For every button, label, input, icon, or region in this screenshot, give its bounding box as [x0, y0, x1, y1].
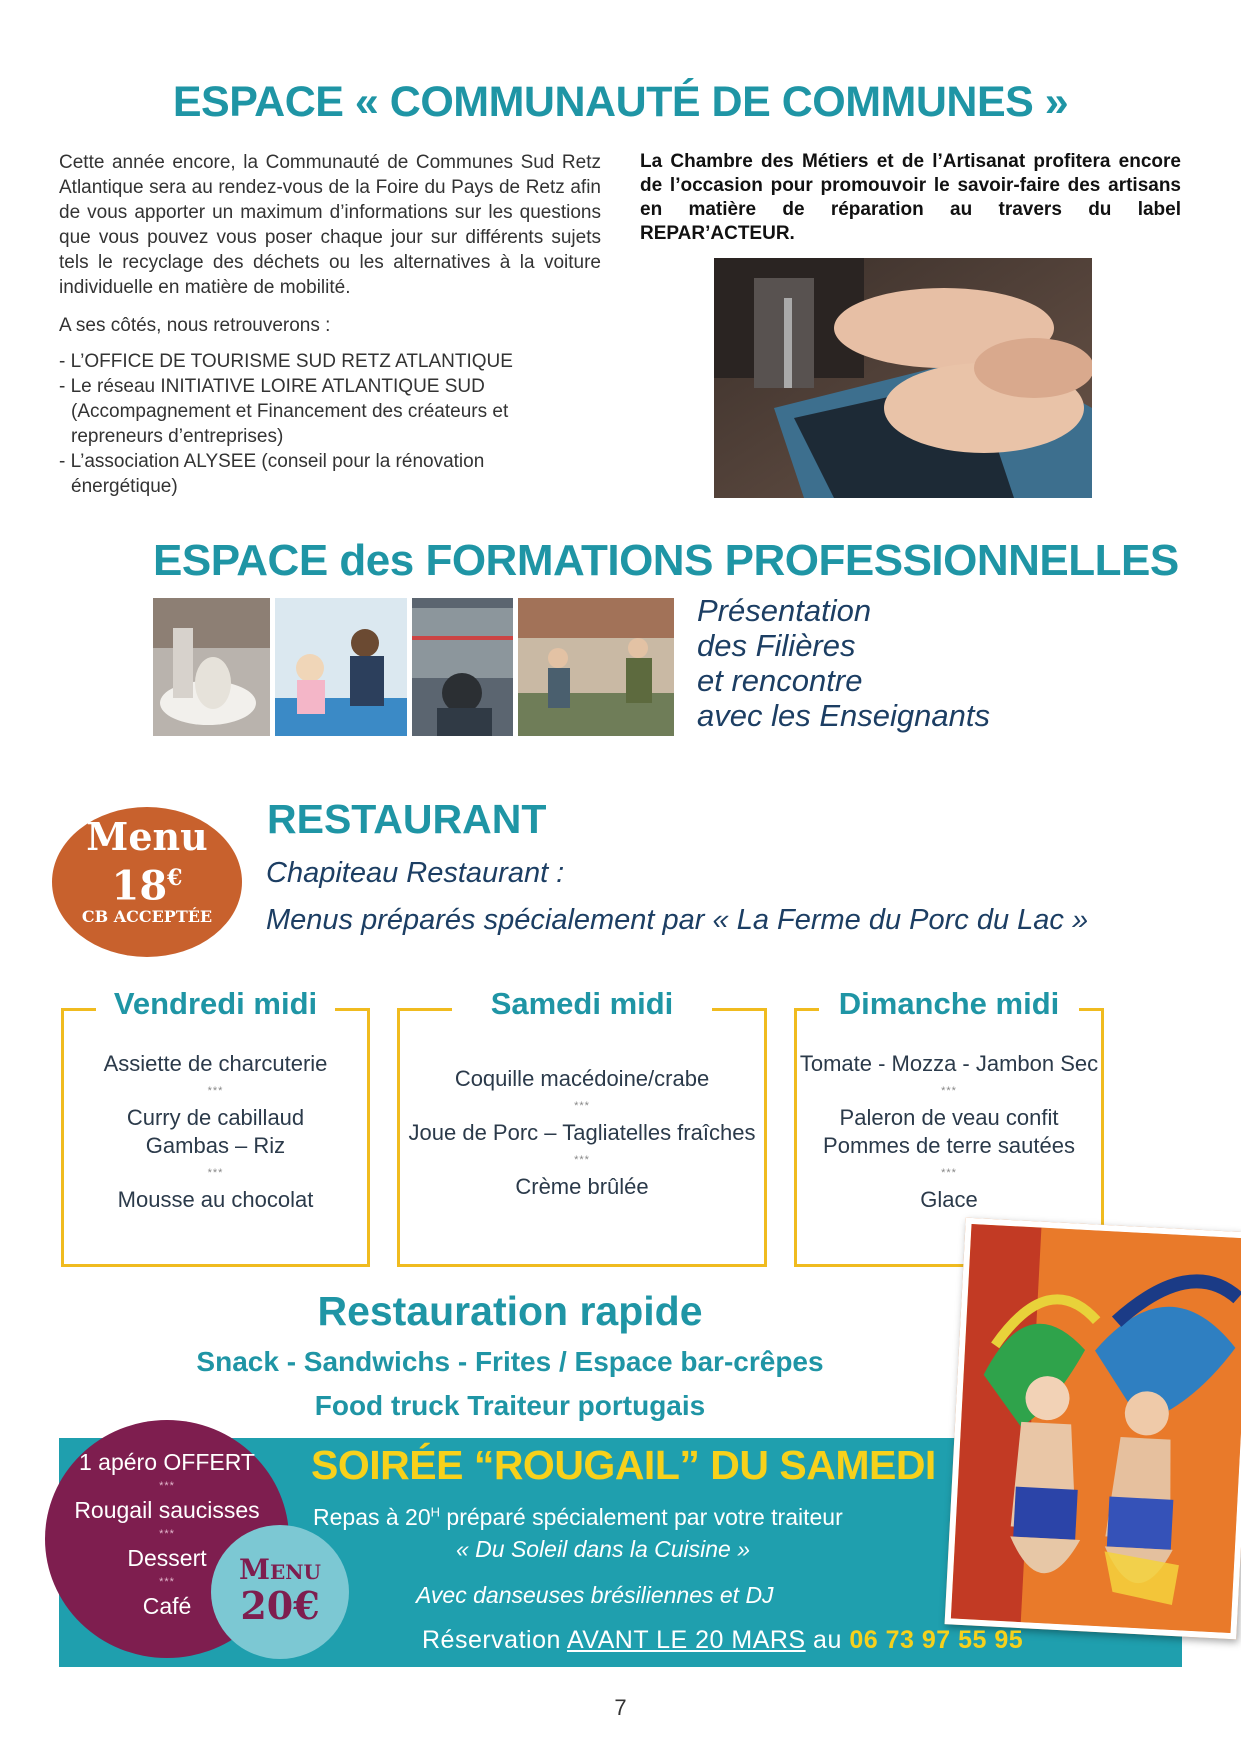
menu-day-title: Vendredi midi [113, 986, 318, 1021]
partner-item: - Le réseau INITIATIVE LOIRE ATLANTIQUE SUD (Accompagnement et Financement des créateurs et repreneurs d’entreprises) [59, 376, 509, 447]
menu-item: Assiette de charcuterie [103, 1051, 328, 1076]
training-line: avec les Enseignants [697, 698, 990, 733]
fast-food-line1: Snack - Sandwichs - Frites / Espace bar-crêpes [196, 1346, 824, 1377]
menu-items-friday [64, 1050, 367, 1214]
menu-separator: *** [941, 1167, 957, 1179]
restaurant-title: RESTAURANT [267, 796, 547, 842]
community-intro: Cette année encore, la Communauté de Communes Sud Retz Atlantique sera au rendez-vous de la Foire du Pays de Retz afin de vous apporter un maximum d’informations sur les questions que vous pouvez vous poser chaque jour sur différents sujets tels le recyclage des déchets ou les alternatives à la voiture individuelle en matière de mobilité. [59, 152, 601, 298]
soiree-menu-separator: *** [159, 1576, 175, 1588]
community-sides-intro: A ses côtés, nous retrouverons : [59, 315, 331, 336]
menu-day-title: Dimanche midi [838, 986, 1060, 1021]
page-number: 7 [614, 1695, 627, 1720]
partner-item: - L’OFFICE DE TOURISME SUD RETZ ATLANTIQUE [59, 351, 513, 372]
menu-item: Tomate - Mozza - Jambon Sec [799, 1051, 1099, 1076]
partner-list [59, 349, 579, 499]
menu-item: Curry de cabillaud Gambas – Riz [126, 1105, 305, 1158]
training-description [697, 593, 990, 733]
soiree-price-value: 20€ [240, 1583, 320, 1628]
soiree-menu-item: Café [142, 1593, 192, 1619]
soiree-menu-separator: *** [159, 1480, 175, 1492]
dancers-photo [945, 1218, 1241, 1640]
badge-menu-label: Menu [86, 814, 208, 859]
menu-item: Paleron de veau confit Pommes de terre sautées [823, 1105, 1075, 1158]
menu-item: Coquille macédoine/crabe [454, 1066, 710, 1091]
soiree-menu-item: Dessert [127, 1545, 207, 1571]
soiree-reservation: Réservation AVANT LE 20 MARS au 06 73 97 55 95 [422, 1626, 1024, 1654]
soiree-menu-item: 1 apéro OFFERT [79, 1449, 255, 1475]
restaurant-subline: Menus préparés spécialement par « La Ferme du Porc du Lac » [266, 904, 1089, 936]
menu-box-saturday [397, 986, 767, 1267]
soiree-line3: Avec danseuses brésiliennes et DJ [416, 1582, 774, 1608]
menu-items-sunday [797, 1050, 1101, 1214]
fast-food-line2: Food truck Traiteur portugais [314, 1390, 706, 1421]
training-photo-childcare [275, 598, 407, 736]
partner-item: - L’association ALYSEE (conseil pour la rénovation énergétique) [59, 451, 485, 497]
training-line: Présentation [697, 593, 872, 628]
soiree-price-label: Menu [239, 1553, 321, 1586]
training-line: et rencontre [697, 663, 863, 698]
sewing-machine-photo [714, 258, 1092, 498]
training-title: ESPACE des FORMATIONS PROFESSIONNELLES [153, 536, 1179, 585]
soiree-title: SOIRÉE “ROUGAIL” DU SAMEDI [311, 1442, 936, 1488]
menu-box-friday [61, 986, 370, 1267]
soiree-line2: « Du Soleil dans la Cuisine » [455, 1536, 751, 1562]
badge-price: 18€ [111, 862, 183, 910]
training-photo-construction [518, 598, 674, 736]
menu-day-title: Samedi midi [490, 986, 674, 1021]
menu-item: Mousse au chocolat [117, 1187, 314, 1212]
menu-item: Glace [920, 1187, 978, 1212]
soiree-menu-separator: *** [159, 1528, 175, 1540]
community-title: ESPACE « COMMUNAUTÉ DE COMMUNES » [172, 78, 1069, 126]
soiree-line1: Repas à $20^H$ préparé spécialement par votre traiteur [313, 1504, 843, 1530]
menu-item: Joue de Porc – Tagliatelles fraîches [408, 1120, 756, 1145]
menu-separator: *** [207, 1085, 224, 1097]
menu-item: Crème brûlée [515, 1174, 649, 1199]
soiree-phone: 06 73 97 55 95 [849, 1626, 1024, 1654]
soiree-menu-item: Rougail saucisses [74, 1497, 260, 1523]
training-photo-tableware [153, 598, 270, 736]
menu-items-saturday [400, 1065, 764, 1201]
restaurant-subtitle: Chapiteau Restaurant : [266, 857, 565, 889]
training-photo-workshop [412, 598, 513, 736]
fast-food-title: Restauration rapide [317, 1288, 703, 1334]
chamber-text: La Chambre des Métiers et de l’Artisanat profitera encore de l’occasion pour promouvoir le savoir-faire des artisans en matière de réparation au travers du label REPAR’ACTEUR. [640, 151, 1181, 244]
training-line: des Filières [697, 628, 856, 663]
menu-separator: *** [941, 1085, 957, 1097]
menu-separator: *** [207, 1167, 224, 1179]
menu-separator: *** [574, 1100, 590, 1112]
menu-separator: *** [574, 1154, 590, 1166]
menu-price-badge [52, 807, 242, 957]
badge-card-accepted: CB ACCEPTÉE [81, 907, 213, 927]
